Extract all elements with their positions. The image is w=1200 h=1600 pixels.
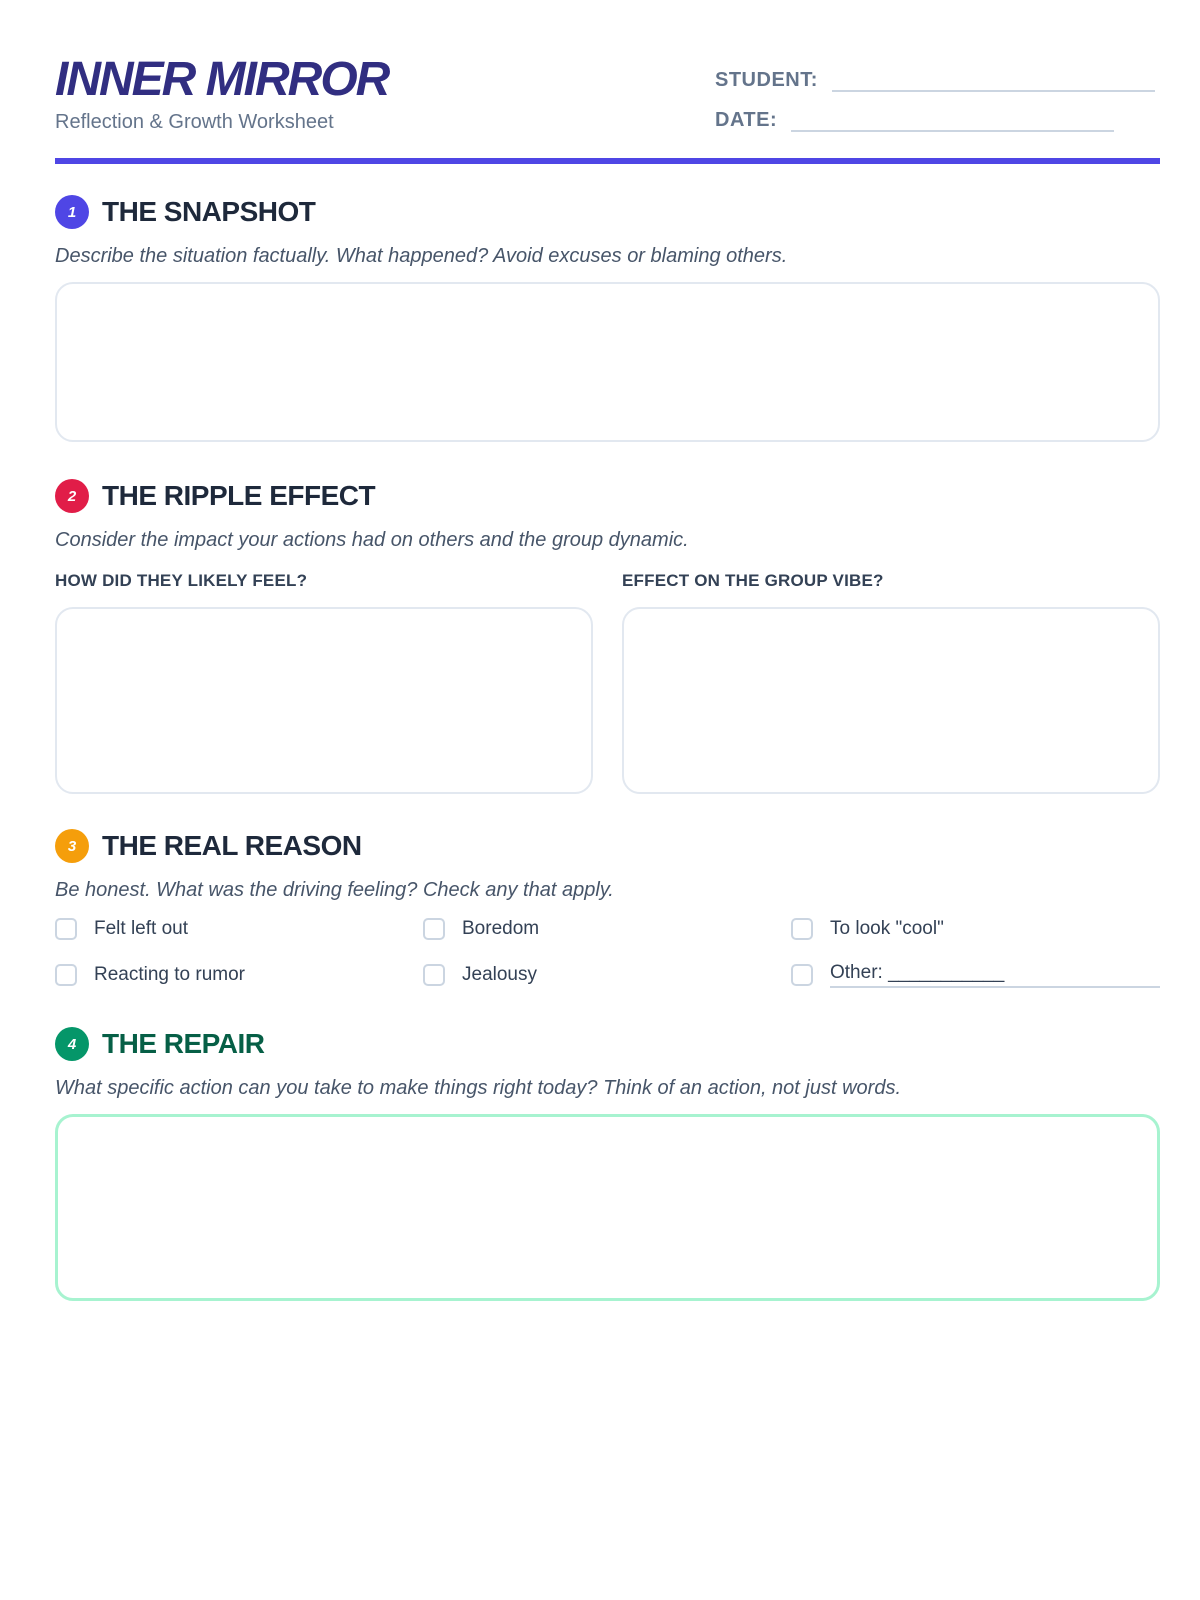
date-label: DATE: — [715, 109, 778, 131]
section-number-badge: 4 — [55, 1027, 89, 1061]
section-description: Be honest. What was the driving feeling? Check any that apply. — [55, 879, 614, 901]
reason-option-other[interactable] — [791, 962, 1160, 988]
feelings-column — [55, 570, 593, 794]
reason-option-look-cool[interactable] — [791, 916, 1160, 942]
option-label: To look "cool" — [830, 918, 944, 939]
section-header — [55, 478, 1160, 514]
section-snapshot — [55, 194, 1160, 442]
section-description: Describe the situation factually. What happened? Avoid excuses or blaming others. — [55, 245, 788, 267]
checkbox[interactable] — [791, 918, 813, 940]
feelings-answer-box[interactable] — [55, 607, 593, 794]
section-number-badge: 3 — [55, 829, 89, 863]
student-label: STUDENT: — [715, 69, 818, 91]
date-row — [715, 108, 1114, 132]
section-header — [55, 828, 1160, 864]
header-divider — [55, 158, 1160, 164]
section-ripple-effect — [55, 478, 1160, 794]
reason-option-jealousy[interactable] — [423, 962, 791, 988]
option-label: Boredom — [462, 918, 540, 939]
checkbox[interactable] — [791, 964, 813, 986]
section-title: THE RIPPLE EFFECT — [102, 480, 376, 511]
section-number-badge: 2 — [55, 479, 89, 513]
section-description: Consider the impact your actions had on others and the group dynamic. — [55, 529, 689, 551]
reason-option-reacting-to-rumor[interactable] — [55, 962, 423, 988]
section-repair — [55, 1026, 1160, 1301]
repair-answer-box[interactable] — [55, 1114, 1160, 1301]
date-field[interactable] — [791, 108, 1114, 132]
checkbox[interactable] — [55, 918, 77, 940]
other-write-in-field[interactable] — [830, 962, 1160, 988]
checkbox[interactable] — [423, 964, 445, 986]
group-vibe-column — [622, 570, 1160, 794]
group-vibe-answer-box[interactable] — [622, 607, 1160, 794]
feelings-label: HOW DID THEY LIKELY FEEL? — [55, 571, 308, 590]
option-label: Reacting to rumor — [94, 964, 246, 985]
option-label: Jealousy — [462, 964, 537, 985]
section-real-reason — [55, 828, 1160, 988]
ripple-columns — [55, 570, 1160, 794]
student-row — [715, 68, 1155, 92]
group-vibe-label: EFFECT ON THE GROUP VIBE? — [622, 571, 884, 590]
checkbox[interactable] — [55, 964, 77, 986]
reason-checklist — [55, 916, 1160, 988]
worksheet-subtitle: Reflection & Growth Worksheet — [55, 111, 334, 133]
checkbox[interactable] — [423, 918, 445, 940]
section-description: What specific action can you take to make things right today? Think of an action, not just words. — [55, 1077, 901, 1099]
section-title: THE SNAPSHOT — [102, 196, 316, 227]
section-title: THE REPAIR — [102, 1028, 265, 1059]
reason-option-felt-left-out[interactable] — [55, 916, 423, 942]
worksheet-title: INNER MIRROR — [55, 53, 389, 106]
section-header — [55, 194, 1160, 230]
option-label: Felt left out — [94, 918, 188, 939]
snapshot-answer-box[interactable] — [55, 282, 1160, 442]
section-number-badge: 1 — [55, 195, 89, 229]
reason-option-boredom[interactable] — [423, 916, 791, 942]
section-header — [55, 1026, 1160, 1062]
worksheet-header — [55, 0, 1160, 165]
worksheet-page — [55, 0, 1160, 1099]
option-label: Other: ___________ — [830, 962, 1005, 983]
student-name-field[interactable] — [832, 68, 1155, 92]
section-title: THE REAL REASON — [102, 830, 362, 861]
